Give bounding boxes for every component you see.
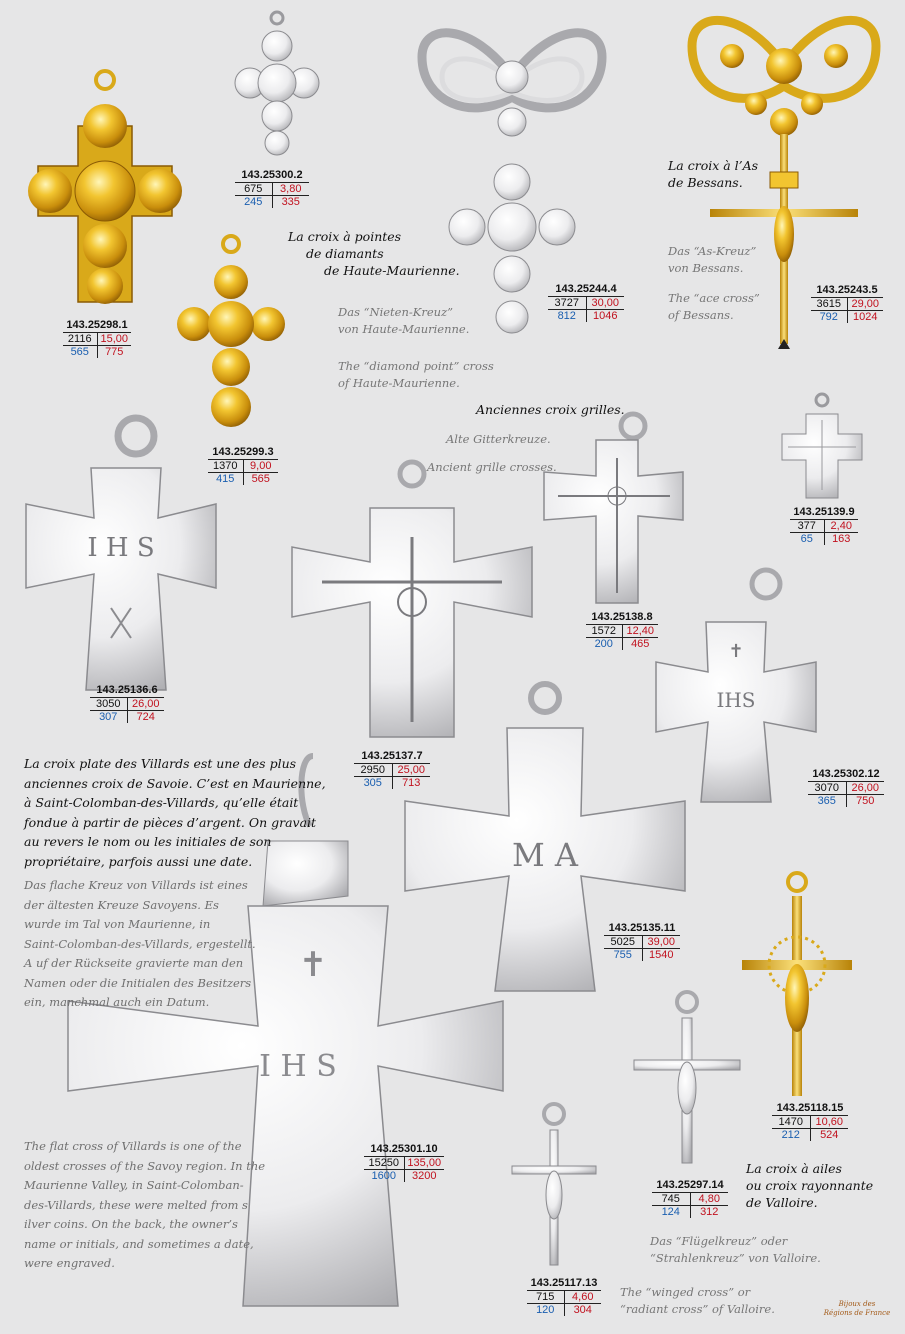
caption-haute-maurienne-fr: La croix à pointes de diamants de Haute-Maurienne. [288,229,460,278]
caption-valloire-de: Das “Flügelkreuz” oder “Strahlenkreuz” von Valloire. [650,1234,821,1265]
svg-text:IHS: IHS [716,688,756,712]
price-table: 143.25136.6 3050 26,00 307 724 [90,684,164,723]
caption-grilles-en: Ancient grille crosses. [427,460,557,474]
small-silver-grille-cross-image [778,390,866,502]
price-table: 143.25244.4 3727 30,00 812 1046 [548,283,624,322]
price-table: 143.25117.13 715 4,60 120 304 [527,1277,601,1316]
price-table: 143.25118.15 1470 10,60 212 524 [772,1102,848,1141]
caption-haute-maurienne-en: The “diamond point” cross of Haute-Maurienne. [338,359,494,390]
price-table: 143.25297.14 745 4,80 124 312 [652,1179,728,1218]
publisher-logo: Bijoux des Régions de France [823,1300,891,1317]
caption-villards-en: The flat cross of Villards is one of the oldest crosses of the Savoy region. In the Maurienne Valley, in Saint-Colomban- des-Villards, these were melted from s ilver coins. On the back, the owner’s name or initials, and sometimes a date, were engraved. [24,1139,266,1270]
silver-winged-crucifix-image [628,988,746,1168]
caption-haute-maurienne-de: Das “Nieten-Kreuz” von Haute-Maurienne. [338,305,470,336]
svg-text:I H S: I H S [87,533,155,563]
price-table: 143.25298.1 2116 15,00 565 775 [63,319,131,358]
svg-text:✝: ✝ [298,945,328,985]
caption-villards-de: Das flache Kreuz von Villards ist eines der ältesten Kreuze Savoyens. Es wurde im Tal von Maurienne, in Saint-Colomban-des-Villards, ergestellt. A uf der Rückseite gravierte man den Namen oder die Initialen des Besitzers ein, manchmal auch ein Datum. [24,878,256,1009]
price-table: 143.25139.9 377 2,40 65 163 [790,506,858,545]
caption-bessans-fr: La croix à l’As de Bessans. [668,158,759,190]
caption-valloire-en: The “winged cross” or “radiant cross” of Valloire. [620,1285,775,1316]
caption-villards-fr: La croix plate des Villards est une des plus anciennes croix de Savoie. C’est en Maurienne, à Saint-Colomban-des-Villards, qu’elle était fondue à partir de pièces d’argent. On gravait au revers le nom ou les initiales de son propriétaire, parfois aussi une date. [24,756,326,869]
svg-text:✝: ✝ [728,641,744,662]
gold-ball-cross-image [172,232,290,432]
gold-radiant-cross-image [732,868,862,1098]
price-table: 143.25137.7 2950 25,00 305 713 [354,750,430,789]
silver-radiant-crucifix-image [508,1100,600,1270]
svg-text:M A: M A [511,836,579,874]
caption-grilles-de: Alte Gitterkreuze. [446,432,551,446]
small-silver-diamond-cross-image [232,8,322,158]
svg-text:I H S: I H S [259,1049,337,1084]
silver-ihs-cross-image [16,408,226,698]
price-table: 143.25300.2 675 3,80 245 335 [235,169,309,208]
price-table: 143.25302.12 3070 26,00 365 750 [808,768,884,807]
caption-bessans-en: The “ace cross” of Bessans. [668,291,760,322]
price-table: 143.25301.10 15250 135,00 1600 3200 [364,1143,444,1182]
price-table: 143.25243.5 3615 29,00 792 1024 [811,284,883,323]
price-table: 143.25135.11 5025 39,00 755 1540 [604,922,680,961]
price-table: 143.25138.8 1572 12,40 200 465 [586,611,658,650]
caption-bessans-de: Das “As-Kreuz” von Bessans. [668,244,757,275]
caption-grilles-fr: Anciennes croix grilles. [476,402,625,417]
gold-beaded-cross-image [20,66,190,316]
price-table: 143.25299.3 1370 9,00 415 565 [208,446,278,485]
caption-valloire-fr: La croix à ailes ou croix rayonnante de Valloire. [746,1161,874,1210]
